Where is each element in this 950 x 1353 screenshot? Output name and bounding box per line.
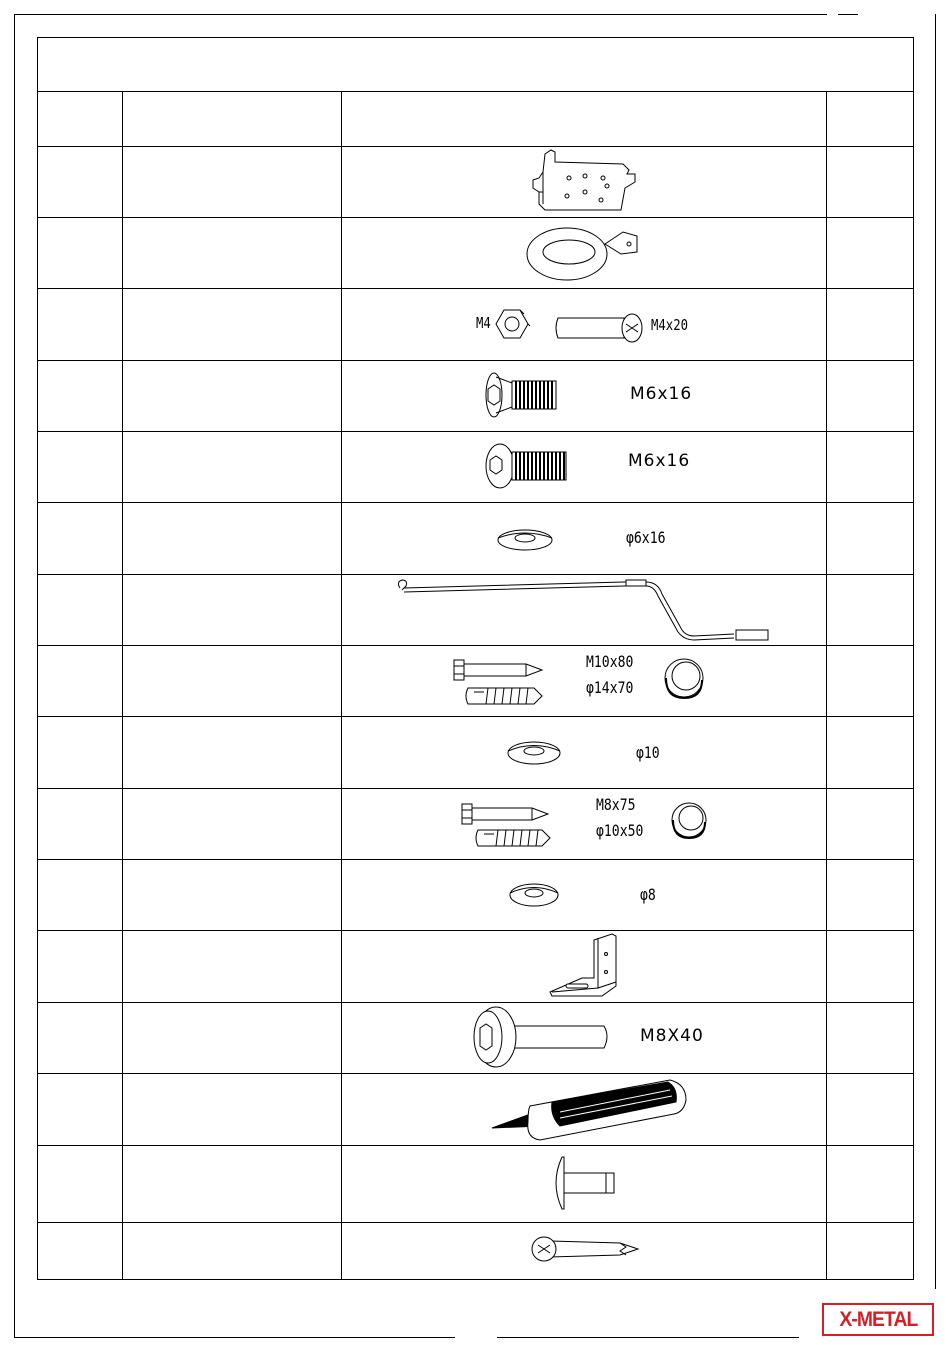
m10x80-bolt-label: M10x80 — [586, 652, 634, 671]
row-rule — [37, 502, 914, 503]
row-rule — [37, 645, 914, 646]
page-frame-top-right — [838, 14, 858, 15]
page-frame-right — [935, 14, 936, 1289]
cover-cap-icon — [660, 656, 706, 702]
washer-6x16-label: φ6x16 — [626, 528, 666, 547]
washer-icon — [508, 880, 560, 908]
washer-10-label: φ10 — [636, 743, 660, 762]
machine-screw-icon — [552, 310, 644, 346]
m4x20-screw-label: M4x20 — [651, 316, 689, 334]
row-rule — [37, 1073, 914, 1074]
table-header-rule — [37, 91, 914, 92]
page-frame-bottom — [14, 1337, 455, 1338]
row-rule — [37, 1222, 914, 1223]
loop-eye-icon — [525, 222, 643, 284]
sealant-tube-icon — [490, 1076, 692, 1144]
wall-anchor-icon — [474, 826, 554, 850]
tapping-screw-icon — [530, 1233, 642, 1267]
column-rule — [341, 91, 342, 1280]
column-rule — [826, 91, 827, 1280]
row-rule — [37, 360, 914, 361]
washer-icon — [496, 526, 554, 552]
row-rule — [37, 859, 914, 860]
m6x16-button-head-label: M6x16 — [628, 451, 691, 471]
row-rule — [37, 288, 914, 289]
row-rule — [37, 574, 914, 575]
anchor-14x70-label: φ14x70 — [586, 678, 634, 697]
anchor-10x50-label: φ10x50 — [596, 821, 644, 840]
mounting-plate-icon — [525, 148, 640, 216]
row-rule — [37, 1002, 914, 1003]
row-rule — [37, 930, 914, 931]
m4-nut-label: M4 — [476, 314, 491, 332]
washer-icon — [506, 738, 562, 766]
m8x40-bolt-label: M8X40 — [640, 1026, 704, 1046]
lag-bolt-icon — [452, 658, 544, 682]
page-frame-left — [14, 14, 15, 1338]
button-head-bolt-icon — [484, 440, 570, 494]
page-frame-bottom-right — [497, 1337, 799, 1338]
lag-bolt-icon — [460, 802, 550, 826]
socket-bolt-icon — [468, 1004, 614, 1070]
cover-cap-icon — [668, 801, 708, 841]
m8x75-bolt-label: M8x75 — [596, 795, 636, 814]
page-frame-top — [14, 14, 827, 15]
row-rule — [37, 788, 914, 789]
crank-rod-icon — [394, 576, 774, 644]
row-rule — [37, 431, 914, 432]
row-rule — [37, 716, 914, 717]
row-rule — [37, 1145, 914, 1146]
countersunk-bolt-icon — [484, 367, 562, 425]
row-rule — [37, 146, 914, 147]
row-rule — [37, 217, 914, 218]
brand-logo-text: X-METAL — [839, 1307, 917, 1331]
column-rule — [122, 91, 123, 1280]
brand-logo — [822, 1303, 934, 1336]
m6x16-countersunk-label: M6x16 — [630, 384, 693, 404]
mushroom-bolt-icon — [550, 1155, 618, 1213]
hex-nut-icon — [494, 306, 532, 342]
washer-8-label: φ8 — [640, 885, 656, 904]
wall-anchor-icon — [464, 684, 546, 708]
l-bracket-icon — [546, 932, 622, 1000]
